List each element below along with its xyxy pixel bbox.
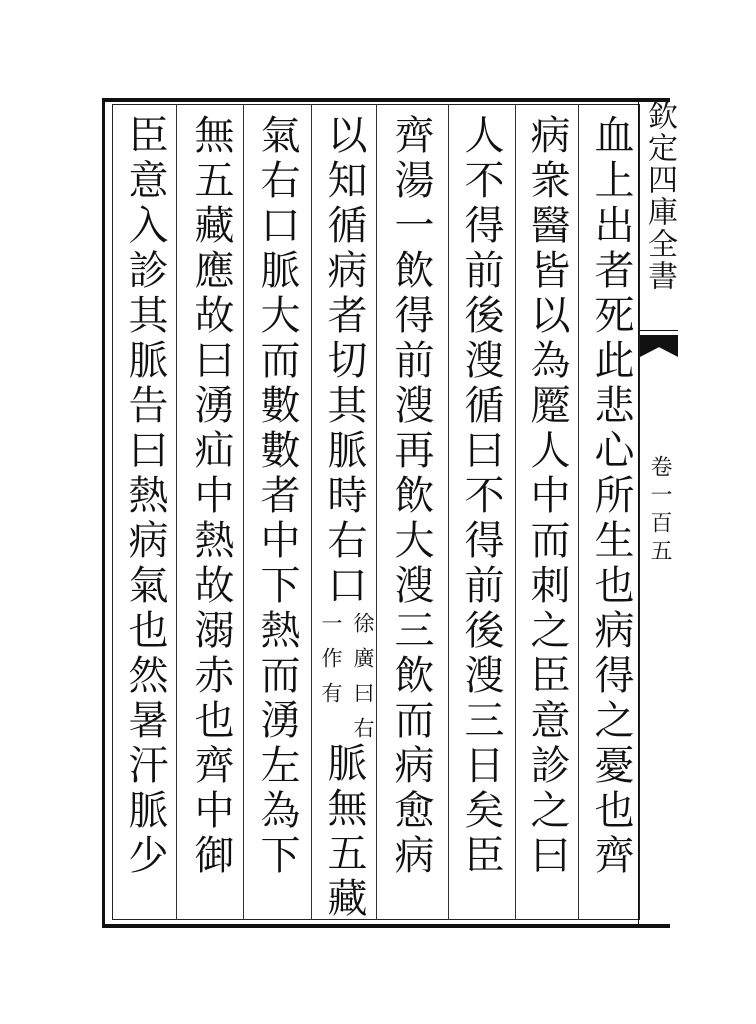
text-column-8: 臣意入診其脈告曰熱病氣也然暑汗脈少 xyxy=(122,114,168,879)
text-column-7: 無五藏應故曰湧疝中熱故溺赤也齊中御 xyxy=(188,114,234,879)
annotation-left: 一作有 xyxy=(319,612,343,717)
margin-volume-number: 卷一百五 xyxy=(647,455,672,567)
text-column-4: 齊湯一飲得前溲再飲大溲三飲而病愈病 xyxy=(388,114,434,879)
margin-book-title: 欽定四庫全書 xyxy=(642,100,677,292)
column-divider xyxy=(376,104,377,920)
column-divider xyxy=(448,104,449,920)
annotation-right: 徐廣曰右 xyxy=(351,612,375,752)
text-column-5: 以知循病者切其脈時右口 xyxy=(321,114,367,609)
column-divider xyxy=(578,104,579,920)
column-divider xyxy=(243,104,244,920)
column-divider xyxy=(311,104,312,920)
text-column-5-tail: 脈無五藏 xyxy=(321,742,367,922)
text-column-2: 病衆醫皆以為蹷人中而刺之臣意診之曰 xyxy=(524,114,570,879)
column-divider xyxy=(176,104,177,920)
column-divider xyxy=(515,104,516,920)
text-column-3: 人不得前後溲循曰不得前後溲三日矣臣 xyxy=(458,114,504,879)
text-column-6: 氣右口脈大而數數者中下熱而湧左為下 xyxy=(254,114,300,879)
fishtail-line xyxy=(640,330,678,331)
text-column-1: 血上出者死此悲心所生也病得之憂也齊 xyxy=(588,114,634,879)
